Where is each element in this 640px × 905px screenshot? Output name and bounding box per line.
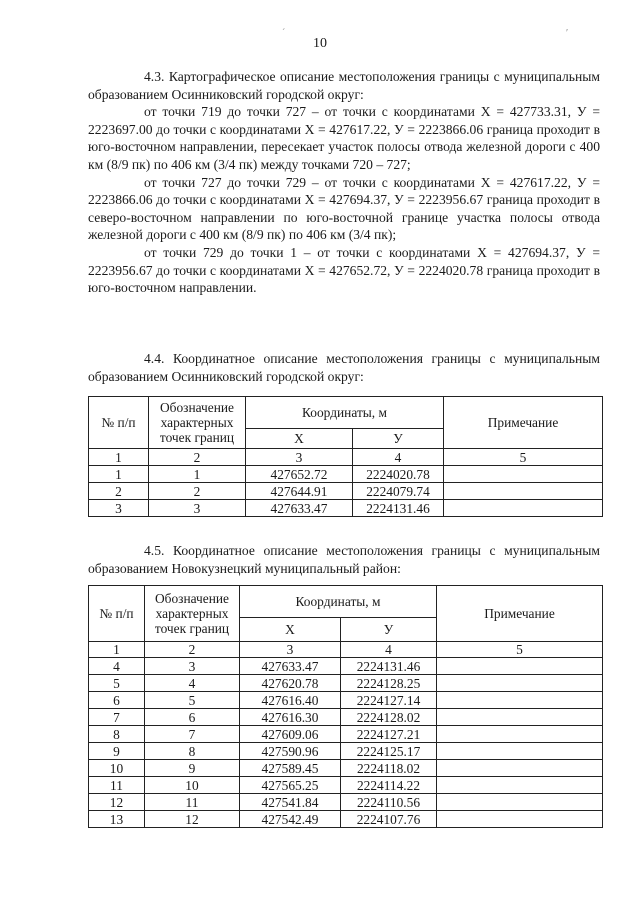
table-row (89, 500, 603, 517)
index-cell: 2 (149, 449, 246, 466)
cell-note (437, 658, 603, 675)
cell-num: 6 (89, 692, 145, 709)
cell-designation: 7 (145, 726, 240, 743)
scan-mark-left: ´ (282, 28, 286, 39)
index-cell: 1 (89, 449, 149, 466)
cell-note (444, 483, 603, 500)
index-cell: 5 (437, 642, 603, 658)
table-row (89, 743, 603, 760)
cell-designation: 3 (145, 658, 240, 675)
cell-y: 2224127.14 (341, 692, 437, 709)
cell-y: 2224107.76 (341, 811, 437, 828)
cell-designation: 4 (145, 675, 240, 692)
header-designation: Обозначение характерных точек границ (149, 397, 246, 449)
cell-note (444, 466, 603, 483)
header-x: X (240, 618, 341, 642)
cell-designation: 2 (149, 483, 246, 500)
cell-x: 427542.49 (240, 811, 341, 828)
cell-num: 3 (89, 500, 149, 517)
cell-y: 2224131.46 (353, 500, 444, 517)
cell-y: 2224110.56 (341, 794, 437, 811)
cell-note (437, 760, 603, 777)
cell-y: 2224125.17 (341, 743, 437, 760)
cell-designation: 9 (145, 760, 240, 777)
cell-num: 4 (89, 658, 145, 675)
cell-x: 427541.84 (240, 794, 341, 811)
cell-designation: 1 (149, 466, 246, 483)
cell-num: 9 (89, 743, 145, 760)
table-row (89, 811, 603, 828)
cell-note (437, 675, 603, 692)
section-4-3-paragraph-2: от точки 727 до точки 729 – от точки с координатами X = 427617.22, У = 2223866.06 до точки с координатами X = 427694.37, У = 2223956.67 граница проходит в северо-восточном направлении по юго-восточной границе участка полосы отвода железной дороги с 400 км (8/9 пк) по 406 км (3/4 пк); (88, 174, 600, 243)
cell-x: 427620.78 (240, 675, 341, 692)
table-row (89, 675, 603, 692)
cell-y: 2224079.74 (353, 483, 444, 500)
index-cell: 3 (240, 642, 341, 658)
table-row (89, 709, 603, 726)
header-y: У (341, 618, 437, 642)
table-row (89, 794, 603, 811)
cell-num: 13 (89, 811, 145, 828)
index-cell: 2 (145, 642, 240, 658)
cell-num: 10 (89, 760, 145, 777)
cell-x: 427652.72 (246, 466, 353, 483)
cell-note (437, 692, 603, 709)
section-4-5-heading (88, 542, 600, 577)
header-num: № п/п (89, 397, 149, 449)
section-4-3-heading: 4.3. Картографическое описание местоположения границы с муниципальным образованием Осинниковский городской округ: (88, 69, 600, 102)
cell-designation: 3 (149, 500, 246, 517)
table-row (89, 726, 603, 743)
table-row (89, 777, 603, 794)
cell-num: 12 (89, 794, 145, 811)
cell-x: 427616.40 (240, 692, 341, 709)
cell-note (437, 709, 603, 726)
cell-x: 427644.91 (246, 483, 353, 500)
cell-x: 427633.47 (246, 500, 353, 517)
index-row (89, 642, 603, 658)
table-row (89, 760, 603, 777)
page-number: 10 (313, 36, 327, 51)
section-4-3 (88, 68, 600, 297)
cell-note (437, 743, 603, 760)
header-note: Примечание (444, 397, 603, 449)
index-cell: 1 (89, 642, 145, 658)
cell-y: 2224128.02 (341, 709, 437, 726)
cell-num: 7 (89, 709, 145, 726)
cell-num: 1 (89, 466, 149, 483)
section-4-4-heading-text: 4.4. Координатное описание местоположения границы с муниципальным образованием Осинниковский городской округ: (88, 351, 600, 384)
table-4-5 (88, 585, 603, 828)
cell-num: 2 (89, 483, 149, 500)
cell-note (437, 726, 603, 743)
index-cell: 5 (444, 449, 603, 466)
section-4-3-paragraph-1: от точки 719 до точки 727 – от точки с координатами X = 427733.31, У = 2223697.00 до точки с координатами X = 427617.22, У = 2223866.06 граница проходит в юго-восточном направлении, пересекает участок полосы отвода железной дороги с 400 км (8/9 пк) по 406 км (3/4 пк) между точками 720 – 727; (88, 104, 600, 172)
table-row (89, 658, 603, 675)
cell-num: 8 (89, 726, 145, 743)
cell-y: 2224114.22 (341, 777, 437, 794)
index-cell: 4 (353, 449, 444, 466)
cell-note (437, 777, 603, 794)
header-coords: Координаты, м (240, 586, 437, 618)
table-row (89, 692, 603, 709)
index-cell: 3 (246, 449, 353, 466)
header-num: № п/п (89, 586, 145, 642)
cell-designation: 10 (145, 777, 240, 794)
cell-x: 427565.25 (240, 777, 341, 794)
cell-num: 5 (89, 675, 145, 692)
index-row (89, 449, 603, 466)
cell-x: 427589.45 (240, 760, 341, 777)
cell-note (444, 500, 603, 517)
cell-y: 2224128.25 (341, 675, 437, 692)
scan-mark-right: ʹ (566, 28, 569, 39)
table-row (89, 466, 603, 483)
header-y: У (353, 429, 444, 449)
cell-y: 2224127.21 (341, 726, 437, 743)
cell-designation: 6 (145, 709, 240, 726)
header-note: Примечание (437, 586, 603, 642)
section-4-3-paragraph-3: от точки 729 до точки 1 – от точки с координатами X = 427694.37, У = 2223956.67 до точки с координатами X = 427652.72, У = 2224020.78 граница проходит в юго-восточном направлении. (88, 244, 600, 296)
cell-designation: 5 (145, 692, 240, 709)
cell-designation: 11 (145, 794, 240, 811)
cell-num: 11 (89, 777, 145, 794)
cell-x: 427609.06 (240, 726, 341, 743)
header-designation: Обозначение характерных точек границ (145, 586, 240, 642)
index-cell: 4 (341, 642, 437, 658)
header-x: X (246, 429, 353, 449)
cell-x: 427590.96 (240, 743, 341, 760)
cell-y: 2224020.78 (353, 466, 444, 483)
header-coords: Координаты, м (246, 397, 444, 429)
cell-designation: 12 (145, 811, 240, 828)
cell-note (437, 811, 603, 828)
cell-designation: 8 (145, 743, 240, 760)
table-4-4 (88, 396, 603, 517)
section-4-4-heading (88, 350, 600, 385)
cell-x: 427616.30 (240, 709, 341, 726)
cell-y: 2224118.02 (341, 760, 437, 777)
cell-note (437, 794, 603, 811)
cell-y: 2224131.46 (341, 658, 437, 675)
table-row (89, 483, 603, 500)
section-4-5-heading-text: 4.5. Координатное описание местоположения границы с муниципальным образованием Новокузнецкий муниципальный район: (88, 543, 600, 576)
cell-x: 427633.47 (240, 658, 341, 675)
